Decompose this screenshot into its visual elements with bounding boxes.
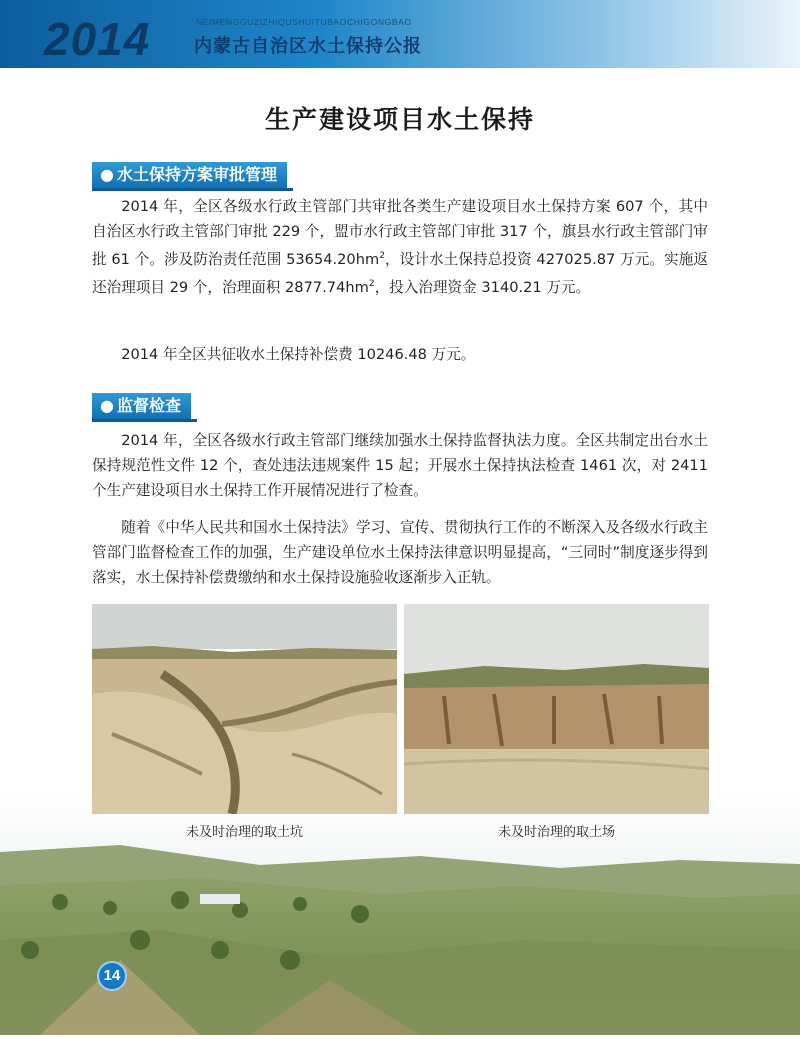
section-heading-approval — [92, 162, 287, 188]
section-heading-text: 水土保持方案审批管理 — [116, 165, 277, 184]
superscript: 2 — [379, 251, 385, 261]
section-heading-text: 监督检查 — [116, 396, 181, 415]
text-run: ，投入治理资金 3140.21 万元。 — [374, 278, 591, 296]
paragraph-law-enforcement: 随着《中华人民共和国水土保持法》学习、宣传、贯彻执行工作的不断深入及各级水行政主管部门监督检查工作的加强，生产建设单位水土保持法律意识明显提高，“三同时”制度逐步得到落实，水土保持补偿费缴纳和水土保持设施验收逐渐步入正轨。 — [92, 519, 708, 586]
header-pinyin: NEIMENGGUZIZHIQUSHUITUBAOCHIGONGBAO — [196, 17, 412, 27]
text-run: ，设计水土保持总投资 427025.87 万元。实施返还治理项目 29 个，治理面积 2877.74hm — [92, 250, 708, 296]
paragraph-approval-stats — [92, 194, 708, 300]
section-heading-supervision — [92, 393, 191, 419]
bullet-icon: ● — [100, 165, 114, 184]
photo-borrow-field — [404, 604, 709, 814]
header-title: 内蒙古自治区水土保持公报 — [194, 36, 422, 57]
photo-caption: 未及时治理的取土坑 — [185, 825, 303, 840]
text-run: 2014 年，全区各级水行政主管部门共审批各类生产建设项目水土保持方案 607 个，其中自治区水行政主管部门审批 229 个，盟市水行政主管部门审批 317 个，旗县水行政主管部门审批 61 个。涉及防治责任范围 53654.20hm — [92, 198, 708, 268]
superscript: 2 — [368, 278, 375, 289]
page-title: 生产建设项目水土保持 — [264, 105, 535, 134]
paragraph-compensation-fee: 2014 年全区共征收水土保持补偿费 10246.48 万元。 — [121, 346, 476, 363]
photo-borrow-pit — [92, 604, 397, 814]
header-year: 2014 — [44, 13, 151, 65]
page-header — [0, 0, 800, 68]
bullet-icon: ● — [100, 396, 114, 415]
paragraph-supervision-stats: 2014 年，全区各级水行政主管部门继续加强水土保持监督执法力度。全区共制定出台水土保持规范性文件 12 个，查处违法违规案件 15 起；开展水土保持执法检查 1461 次，对 2411 个生产建设项目水土保持工作开展情况进行了检查。 — [92, 432, 708, 499]
page-number: 14 — [97, 961, 127, 991]
photo-caption: 未及时治理的取土场 — [497, 825, 615, 840]
